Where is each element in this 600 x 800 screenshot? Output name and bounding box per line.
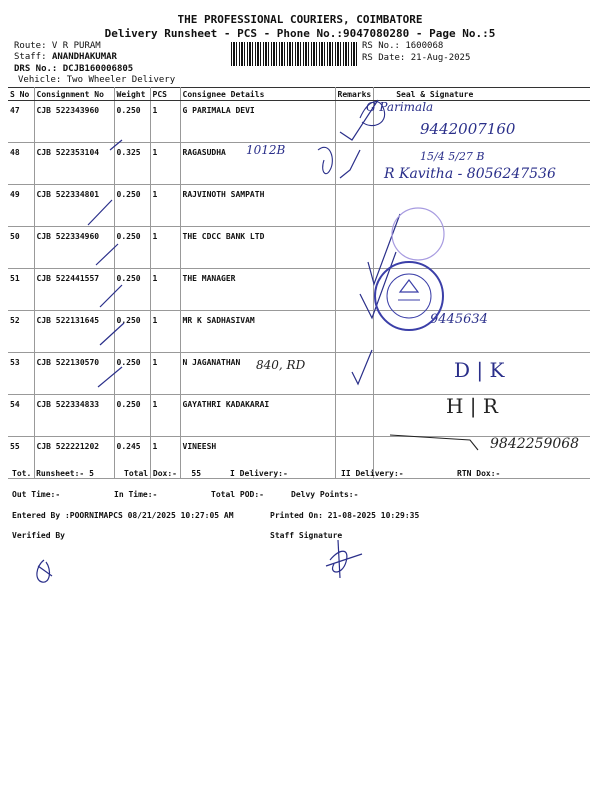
cell-consignee: G PARIMALA DEVI (180, 101, 335, 143)
cell-remarks (335, 227, 374, 269)
cell-pcs: 1 (150, 311, 180, 353)
ii-delivery: II Delivery:- (341, 469, 404, 478)
staff-name: ANANDHAKUMAR (51, 52, 117, 62)
entered-by: Entered By :POORNIMAPCS 08/21/2025 10:27:05 AM (12, 511, 234, 520)
cell-pcs: 1 (150, 353, 180, 395)
cell-weight: 0.250 (114, 185, 150, 227)
cell-consignment: CJB 522353104 (34, 143, 114, 185)
staff-label: Staff: (14, 52, 47, 62)
col-consignee: Consignee Details (180, 88, 335, 101)
table-row (8, 311, 590, 353)
cell-pcs: 1 (150, 101, 180, 143)
runsheet-subtitle: Delivery Runsheet - PCS - Phone No.:9047080280 - Page No.:5 (104, 27, 496, 40)
table-header-row (8, 88, 590, 101)
handwriting-note: 1012B (246, 143, 286, 157)
cell-remarks (335, 353, 374, 395)
cell-weight: 0.250 (114, 227, 150, 269)
cell-consignee: MR K SADHASIVAM (180, 311, 335, 353)
rs-number: RS No.: 1600068 (362, 41, 444, 51)
route-text: Route: V R PURAM (14, 41, 101, 51)
cell-seal (374, 269, 590, 311)
staff-line (14, 52, 117, 62)
cell-sno: 50 (8, 227, 34, 269)
cell-consignment: CJB 522343960 (34, 101, 114, 143)
col-weight: Weight (114, 88, 150, 101)
handwriting-address: 15/4 5/27 B (420, 150, 485, 163)
company-title: THE PROFESSIONAL COURIERS, COIMBATORE (177, 13, 423, 26)
tot-runsheet: Tot. Runsheet:- 5 (12, 469, 94, 478)
col-remarks: Remarks (335, 88, 374, 101)
cell-weight: 0.250 (114, 101, 150, 143)
drs-number: DRS No.: DCJB160006805 (14, 64, 134, 74)
in-time: In Time:- (114, 490, 158, 499)
cell-consignee: VINEESH (180, 437, 335, 479)
handwriting-phone: 9442007160 (420, 120, 516, 138)
signature-stroke (326, 554, 362, 566)
total-pod: Total POD:- (211, 490, 264, 499)
cell-remarks (335, 269, 374, 311)
cell-consignee: N JAGANATHAN (180, 353, 335, 395)
verified-by: Verified By (12, 531, 65, 540)
verifier-signature (37, 560, 52, 582)
runsheet-table (8, 87, 590, 479)
table-row (8, 395, 590, 437)
cell-pcs: 1 (150, 227, 180, 269)
handwriting-name: G Parimala (366, 100, 434, 114)
handwriting-recipient: R Kavitha - 8056247536 (384, 166, 556, 182)
rtn-dox: RTN Dox:- (457, 469, 501, 478)
table-row (8, 185, 590, 227)
cell-sno: 51 (8, 269, 34, 311)
cell-sno: 53 (8, 353, 34, 395)
col-pcs: PCS (150, 88, 180, 101)
cell-seal (374, 227, 590, 269)
cell-weight: 0.325 (114, 143, 150, 185)
signature-stroke (38, 566, 52, 576)
cell-sno: 52 (8, 311, 34, 353)
cell-sno: 48 (8, 143, 34, 185)
table-row (8, 227, 590, 269)
cell-weight: 0.250 (114, 311, 150, 353)
cell-consignee: THE MANAGER (180, 269, 335, 311)
i-delivery: I Delivery:- (230, 469, 288, 478)
cell-pcs: 1 (150, 437, 180, 479)
signature-stroke (37, 560, 50, 582)
handwriting-number: 9445634 (430, 312, 488, 327)
cell-remarks (335, 311, 374, 353)
table-row (8, 269, 590, 311)
total-dox: Total Dox:- 55 (124, 469, 202, 478)
printed-on: Printed On: 21-08-2025 10:29:35 (270, 511, 420, 520)
cell-weight: 0.250 (114, 353, 150, 395)
rs-date: RS Date: 21-Aug-2025 (362, 53, 471, 63)
handwriting-address-2: 840, RD (256, 358, 306, 372)
cell-remarks (335, 143, 374, 185)
cell-pcs: 1 (150, 269, 180, 311)
cell-consignment: CJB 522334833 (34, 395, 114, 437)
cell-remarks (335, 185, 374, 227)
cell-consignee: GAYATHRI KADAKARAI (180, 395, 335, 437)
cell-consignment: CJB 522334801 (34, 185, 114, 227)
cell-consignment: CJB 522221202 (34, 437, 114, 479)
cell-pcs: 1 (150, 143, 180, 185)
cell-consignee: RAGASUDHA (180, 143, 335, 185)
cell-sno: 49 (8, 185, 34, 227)
cell-sno: 54 (8, 395, 34, 437)
delvy-points: Delvy Points:- (291, 490, 359, 499)
cell-sno: 55 (8, 437, 34, 479)
col-seal: Seal & Signature (374, 88, 590, 101)
cell-weight: 0.245 (114, 437, 150, 479)
cell-consignment: CJB 522130570 (34, 353, 114, 395)
cell-pcs: 1 (150, 395, 180, 437)
cell-pcs: 1 (150, 185, 180, 227)
staff-signature-label: Staff Signature (270, 531, 343, 540)
col-sno: S No (8, 88, 34, 101)
out-time: Out Time:- (12, 490, 61, 499)
signature-stroke (338, 540, 340, 578)
cell-seal (374, 185, 590, 227)
handwriting-phone-2: 9842259068 (490, 436, 580, 452)
cell-remarks (335, 395, 374, 437)
cell-consignment: CJB 522131645 (34, 311, 114, 353)
handwriting-code-dk: D | K (454, 358, 505, 382)
cell-weight: 0.250 (114, 269, 150, 311)
cell-weight: 0.250 (114, 395, 150, 437)
staff-signature (326, 540, 362, 578)
cell-consignment: CJB 522441557 (34, 269, 114, 311)
vehicle-text: Vehicle: Two Wheeler Delivery (18, 75, 176, 85)
barcode-image (231, 42, 357, 66)
cell-sno: 47 (8, 101, 34, 143)
cell-consignment: CJB 522334960 (34, 227, 114, 269)
col-consignment: Consignment No (34, 88, 114, 101)
signature-stroke (330, 551, 347, 572)
cell-consignee: RAJVINOTH SAMPATH (180, 185, 335, 227)
handwriting-code-hr: H | R (446, 394, 498, 418)
cell-consignee: THE CDCC BANK LTD (180, 227, 335, 269)
